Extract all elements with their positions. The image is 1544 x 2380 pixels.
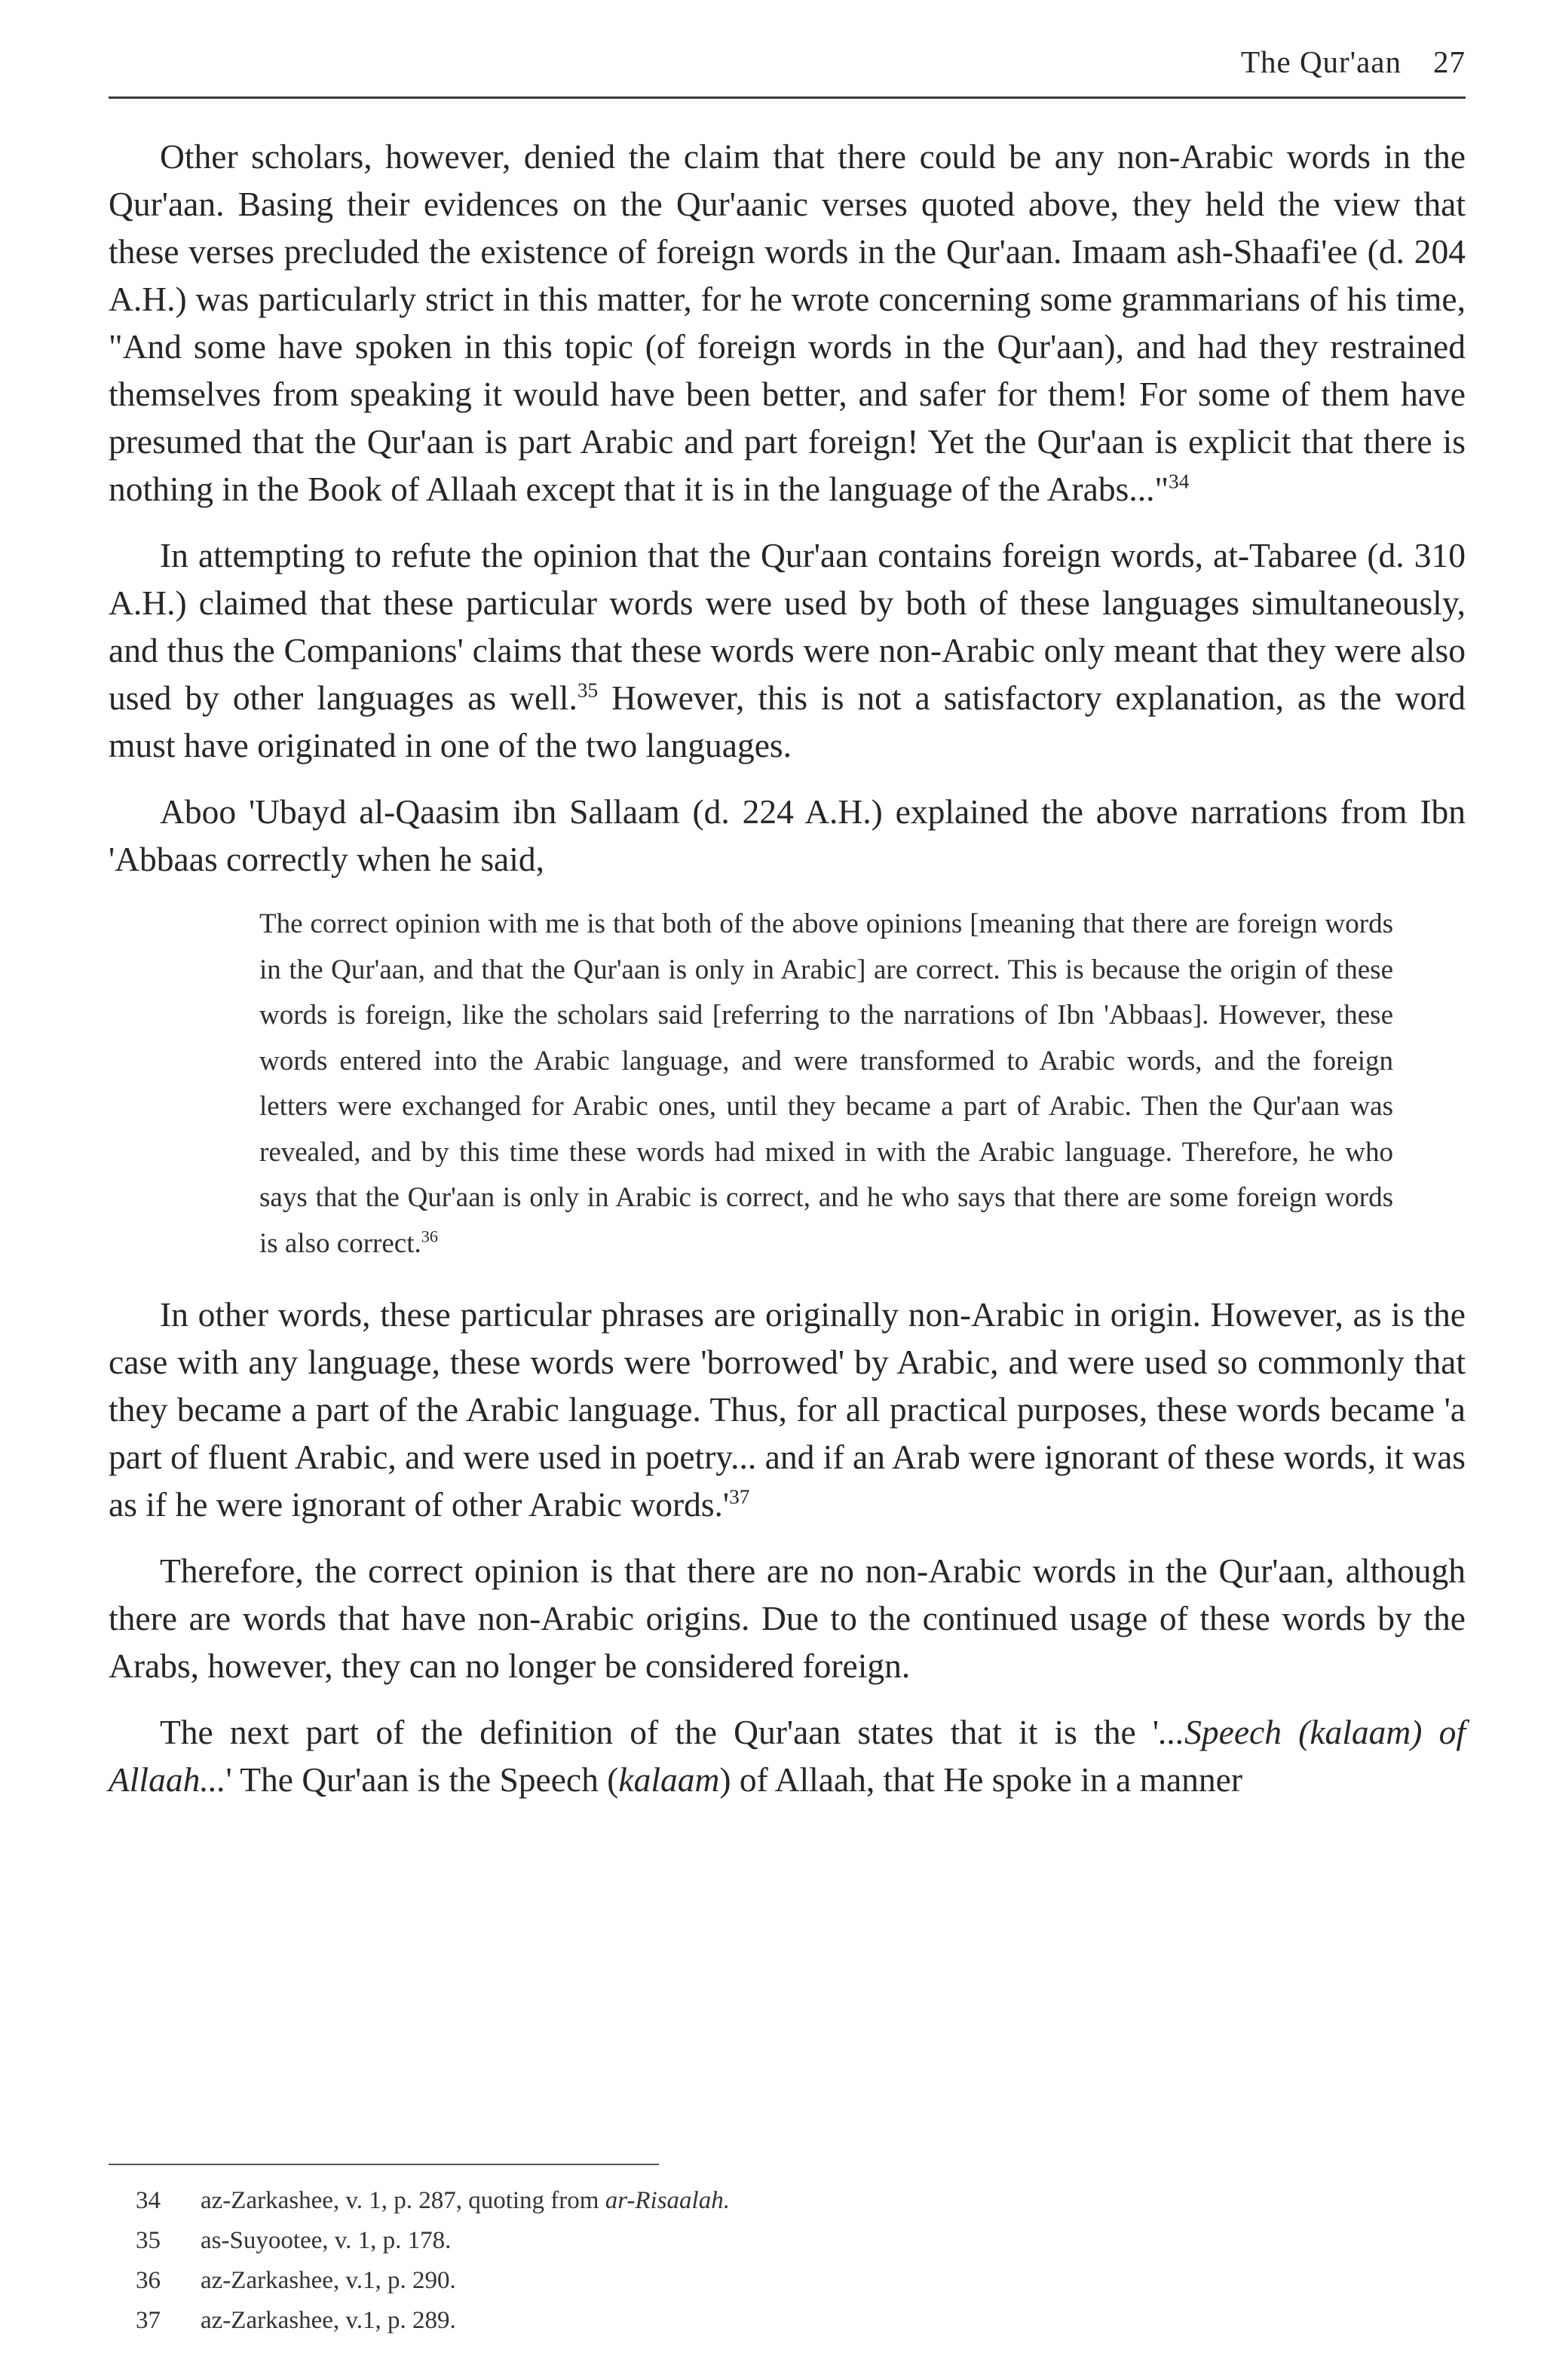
paragraph-2-text: In attempting to refute the opinion that the Qur'aan contains foreign words, at-Tabaree (d. 310 A.H.) claimed that these particular words were used by both of these languages simultaneously, and thus the Companions' claims that these words were non-Arabic only meant that they were also used by other languages as well. (109, 536, 1466, 717)
footnote-37 (136, 2301, 1116, 2341)
footnote-35 (136, 2221, 1116, 2261)
footnote-ref-36: 36 (421, 1227, 438, 1246)
footnote-36 (136, 2261, 1116, 2301)
paragraph-3 (109, 788, 1466, 883)
paragraph-1-text: Other scholars, however, denied the claim that there could be any non-Arabic words in the Qur'aan. Basing their evidences on the Qur'aanic verses quoted above, they held the view that these verses precluded the existence of foreign words in the Qur'aan. Imaam ash-Shaafi'ee (d. 204 A.H.) was particularly strict in this matter, for he wrote concerning some grammarians of his time, "And some have spoken in this topic (of foreign words in the Qur'aan), and had they restrained themselves from speaking it would have been better, and safer for them! For some of them have presumed that the Qur'aan is part Arabic and part foreign! Yet the Qur'aan is explicit that there is nothing in the Book of Allaah except that it is in the language of the Arabs..." (109, 137, 1466, 508)
footnote-text (201, 2181, 730, 2221)
paragraph-6-text-after: ) of Allaah, that He spoke in a manner (719, 1760, 1243, 1799)
paragraph-5-text: Therefore, the correct opinion is that there are no non-Arabic words in the Qur'aan, although there are words that have non-Arabic origins. Due to the continued usage of these words by the Arabs, however, they can no longer be considered foreign. (109, 1551, 1466, 1685)
block-quotation-text: The correct opinion with me is that both of the above opinions [meaning that there are foreign words in the Qur'aan, and that the Qur'aan is only in Arabic] are correct. This is because the origin of these words is foreign, like the scholars said [referring to the narrations of Ibn 'Abbaas]. However, these words entered into the Arabic language, and were transformed to Arabic words, and the foreign letters were exchanged for Arabic ones, until they became a part of Arabic. Then the Qur'aan was revealed, and by this time these words had mixed in with the Arabic language. Therefore, he who says that the Qur'aan is only in Arabic is correct, and he who says that there are some foreign words is also correct. (259, 908, 1393, 1259)
footnotes (136, 2181, 1116, 2341)
block-quotation (109, 902, 1466, 1267)
paragraph-5 (109, 1547, 1466, 1689)
paragraph-3-text: Aboo 'Ubayd al-Qaasim ibn Sallaam (d. 224 A.H.) explained the above narrations from Ibn 'Abbaas correctly when he said, (109, 792, 1466, 878)
paragraph-4-text: In other words, these particular phrases are originally non-Arabic in origin. However, as is the case with any language, these words were 'borrowed' by Arabic, and were used so commonly that they became a part of the Arabic language. Thus, for all practical purposes, these words became 'a part of fluent Arabic, and were used in poetry... and if an Arab were ignorant of these words, it was as if he were ignorant of other Arabic words.' (109, 1295, 1466, 1524)
paragraph-6-text-before: The next part of the definition of the Qur'aan states that it is the ' (160, 1713, 1160, 1751)
footnote-ref-35: 35 (577, 678, 599, 702)
footnote-34 (136, 2181, 1116, 2221)
footnote-text-plain: az-Zarkashee, v. 1, p. 287, quoting from (201, 2187, 605, 2214)
paragraph-6 (109, 1708, 1466, 1803)
footnote-number: 34 (136, 2187, 161, 2214)
header-text (1241, 44, 1466, 80)
paragraph-4 (109, 1291, 1466, 1528)
paragraph-6-italic-phrase: ...Speech (kalaam) of Allaah... (109, 1713, 1466, 1799)
main-text (109, 133, 1466, 1822)
footnote-ref-34: 34 (1169, 470, 1190, 493)
footnote-text: as-Suyootee, v. 1, p. 178. (201, 2227, 452, 2254)
paragraph-2 (109, 531, 1466, 769)
header-title: The Qur'aan (1240, 44, 1402, 79)
paragraph-6-italic-word: kalaam (618, 1760, 720, 1799)
paragraph-2-text-after: However, this is not a satisfactory explanation, as the word must have originated in one of the two languages. (109, 678, 1466, 764)
running-header (109, 44, 1466, 95)
footnote-text: az-Zarkashee, v.1, p. 290. (201, 2267, 456, 2294)
footnote-text-italic: ar-Risaalah. (605, 2187, 730, 2214)
footnote-number: 37 (136, 2307, 161, 2334)
footnote-number: 36 (136, 2267, 161, 2294)
paragraph-6-text-mid: ' The Qur'aan is the Speech ( (225, 1760, 619, 1799)
footnote-rule (109, 2164, 659, 2165)
header-rule (109, 96, 1466, 99)
footnote-text: az-Zarkashee, v.1, p. 289. (201, 2307, 456, 2334)
footnote-number: 35 (136, 2227, 161, 2254)
page-number: 27 (1433, 44, 1466, 79)
footnote-ref-37: 37 (729, 1485, 750, 1509)
paragraph-1 (109, 133, 1466, 513)
